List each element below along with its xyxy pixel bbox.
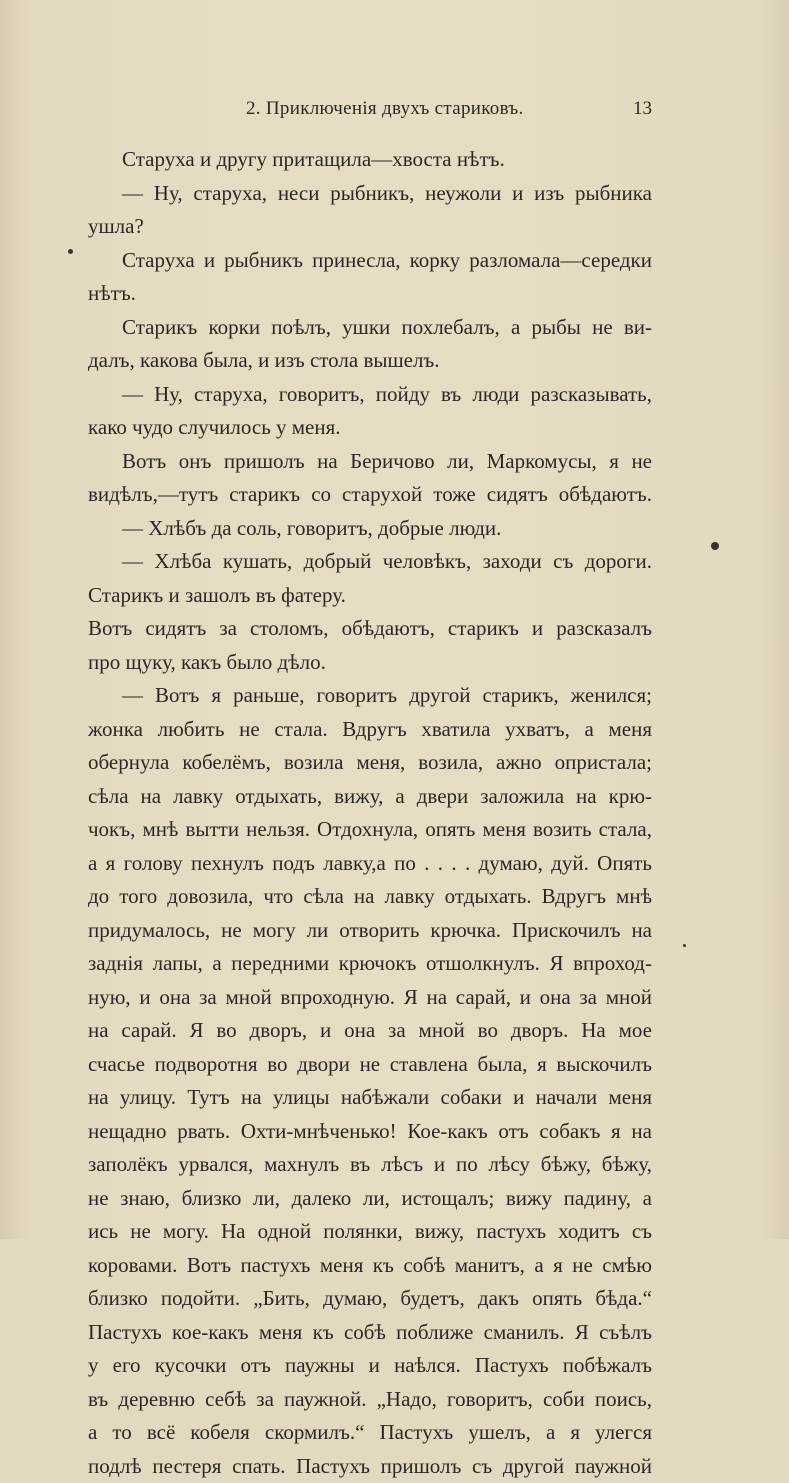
text-line: въ деревню себѣ за паужной. „Надо, говоритъ, соби поись,: [88, 1383, 652, 1417]
text-line: Вотъ онъ пришолъ на Беричово ли, Маркомусы, я не: [88, 445, 652, 479]
text-line: на улицу. Тутъ на улицы набѣжали собаки и начали меня: [88, 1081, 652, 1115]
page-header: [128, 98, 652, 128]
text-line: Старикъ корки поѣлъ, ушки похлебалъ, а рыбы не ви-: [88, 311, 652, 345]
text-line: ись не могу. На одной полянки, вижу, пастухъ ходитъ съ: [88, 1215, 652, 1249]
text-line: — Хлѣба кушать, добрый человѣкъ, заходи съ дороги.: [88, 545, 652, 579]
text-line: коровами. Вотъ пастухъ меня къ собѣ манитъ, а я не смѣю: [88, 1249, 652, 1283]
text-line: нещадно рвать. Охти-мнѣченько! Кое-какъ отъ собакъ я на: [88, 1115, 652, 1149]
text-line: Вотъ сидятъ за столомъ, обѣдаютъ, старикъ и разсказалъ: [88, 612, 652, 646]
page-number: 13: [633, 98, 652, 120]
text-line: обернула кобелёмъ, возила меня, возила, ажно опристала;: [88, 746, 652, 780]
text-line: не знаю, близко ли, далеко ли, истощалъ; вижу падину, а: [88, 1182, 652, 1216]
stray-ink-dot: [711, 542, 719, 550]
text-line: ушла?: [88, 210, 652, 244]
text-line: жонка любить не стала. Вдругъ хватила ухватъ, а меня: [88, 713, 652, 747]
stray-ink-dot: [68, 249, 73, 254]
text-line: про щуку, какъ было дѣло.: [88, 646, 652, 680]
text-line: ную, и она за мной впроходную. Я на сарай, и она за мной: [88, 981, 652, 1015]
text-line: — Хлѣбъ да соль, говоритъ, добрые люди.: [88, 512, 652, 546]
text-line: у его кусочки отъ паужны и наѣлся. Пастухъ побѣжалъ: [88, 1349, 652, 1383]
text-line: далъ, какова была, и изъ стола вышелъ.: [88, 344, 652, 378]
text-line: заднія лапы, а передними крючокъ отшолкнулъ. Я впроход-: [88, 947, 652, 981]
text-line: чокъ, мнѣ вытти нельзя. Отдохнула, опять меня возить стала,: [88, 813, 652, 847]
text-line: Старуха и рыбникъ принесла, корку разломала—середки: [88, 244, 652, 278]
text-line: — Ну, старуха, говоритъ, пойду въ люди разсказывать,: [88, 378, 652, 412]
stray-ink-dot: [683, 944, 686, 947]
text-line: Старикъ и зашолъ въ фатеру.: [88, 579, 652, 613]
text-line: заполёкъ урвался, махнулъ въ лѣсъ и по лѣсу бѣжу, бѣжу,: [88, 1148, 652, 1182]
text-line: придумалось, не могу ли отворить крючка. Прискочилъ на: [88, 914, 652, 948]
text-line: счасье подворотня во двори не ставлена была, я выскочилъ: [88, 1048, 652, 1082]
text-line: видѣлъ,—тутъ старикъ со старухой тоже сидятъ обѣдаютъ.: [88, 478, 652, 512]
text-line: до того довозила, что сѣла на лавку отдыхать. Вдругъ мнѣ: [88, 880, 652, 914]
text-line: нѣтъ.: [88, 277, 652, 311]
running-title: 2. Приключенія двухъ стариковъ.: [246, 98, 524, 120]
text-line: а я голову пехнулъ подъ лавку,а по . . . . думаю, дуй. Опять: [88, 847, 652, 881]
text-line: а то всё кобеля скормилъ.“ Пастухъ ушелъ, а я улегся: [88, 1416, 652, 1450]
text-line: близко подойти. „Бить, думаю, будетъ, дакъ опять бѣда.“: [88, 1282, 652, 1316]
text-line: Пастухъ кое-какъ меня къ собѣ поближе сманилъ. Я съѣлъ: [88, 1316, 652, 1350]
text-line: — Ну, старуха, неси рыбникъ, неужоли и изъ рыбника: [88, 177, 652, 211]
text-line: на сарай. Я во дворъ, и она за мной во дворъ. На мое: [88, 1014, 652, 1048]
text-line: сѣла на лавку отдыхать, вижу, а двери заложила на крю-: [88, 780, 652, 814]
text-line: како чудо случилось у меня.: [88, 411, 652, 445]
text-line: — Вотъ я раньше, говоритъ другой старикъ, женился;: [88, 679, 652, 713]
text-line: Старуха и другу притащила—хвоста нѣтъ.: [88, 143, 652, 177]
text-body: [88, 143, 652, 1483]
text-line: подлѣ пестеря спать. Пастухъ пришолъ съ другой паужной: [88, 1450, 652, 1483]
